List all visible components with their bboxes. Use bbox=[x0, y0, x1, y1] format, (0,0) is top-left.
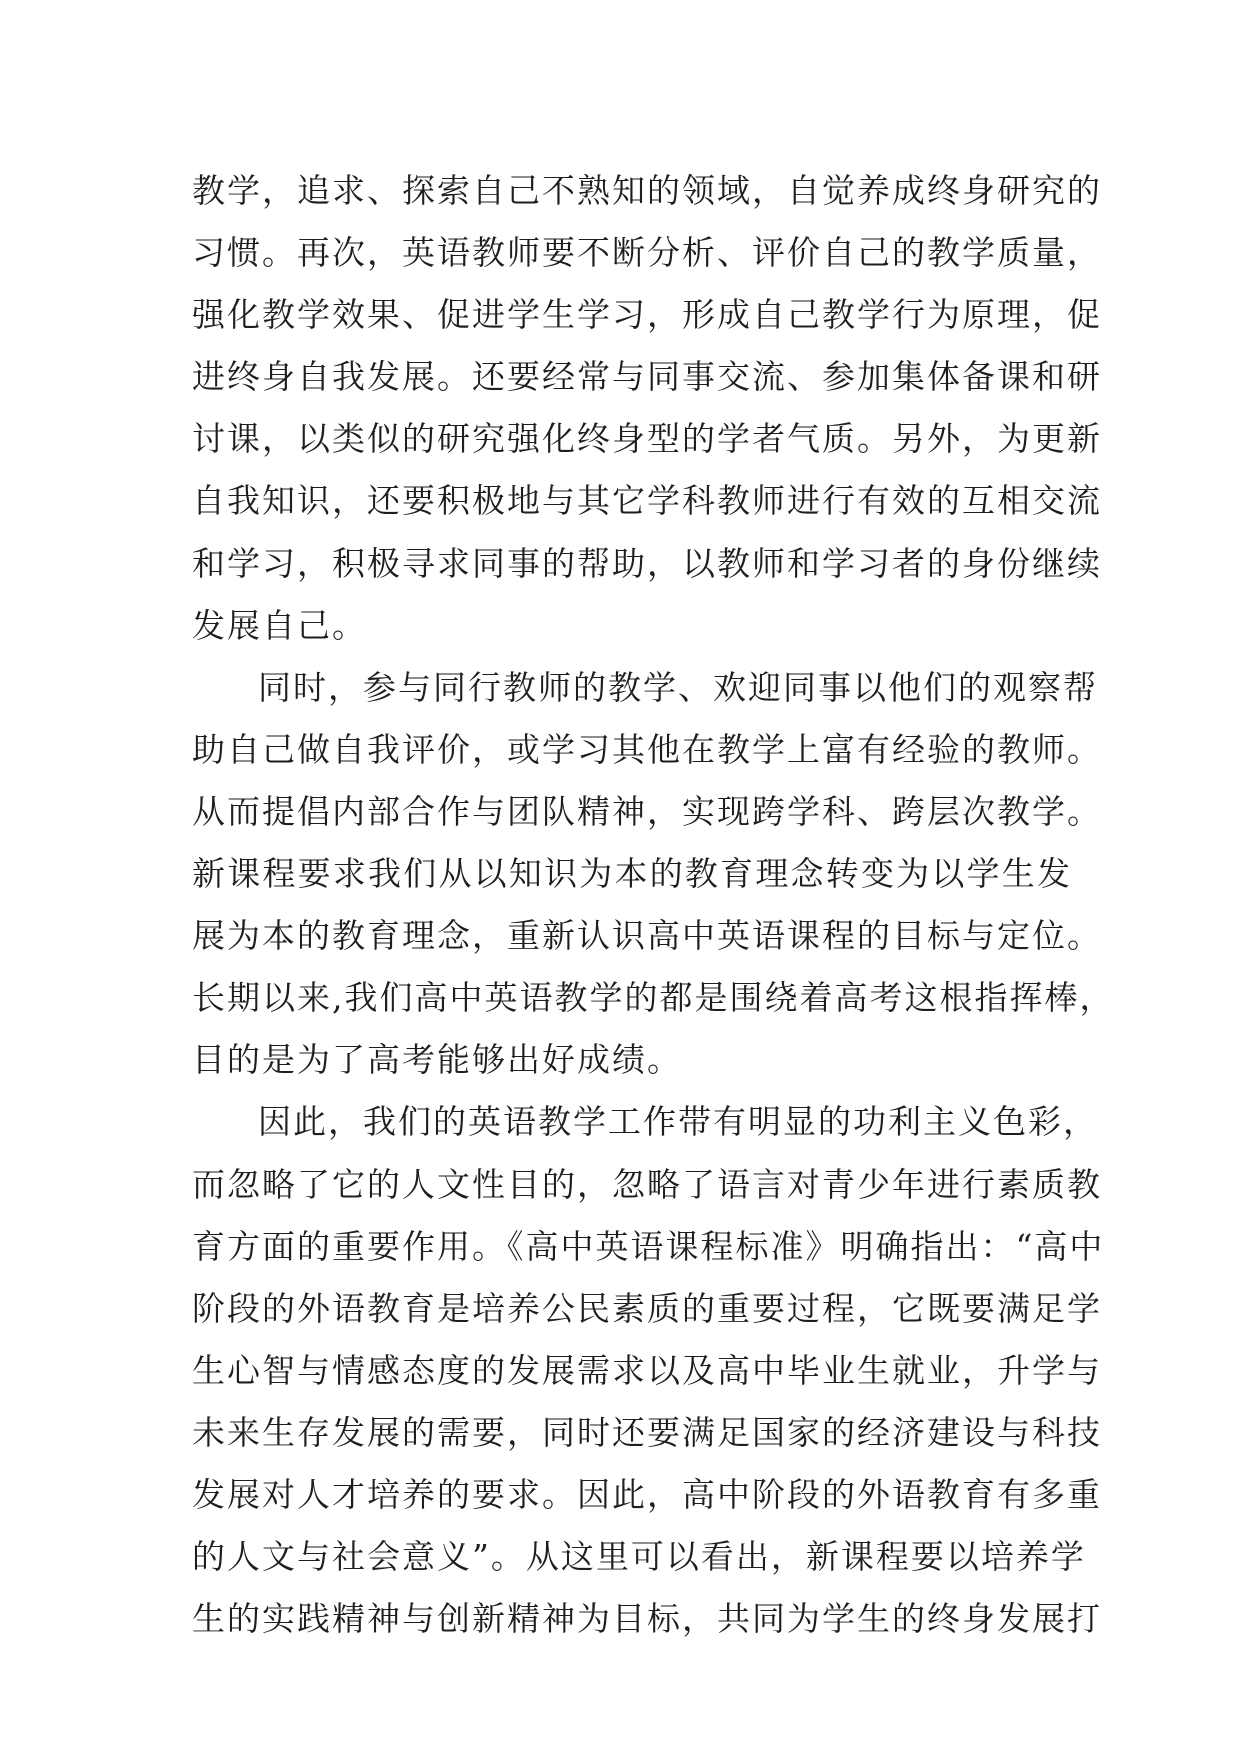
document-body bbox=[192, 160, 1115, 1650]
text-line: 教学，追求、探索自己不熟知的领域，自觉养成终身研究的 bbox=[192, 171, 1102, 210]
text-line: 习惯。再次，英语教师要不断分析、评价自己的教学质量， bbox=[192, 233, 1102, 273]
text-line: 的人文与社会意义”。从这里可以看出，新课程要以培养学 bbox=[192, 1537, 1086, 1577]
text-line: 发展自己。 bbox=[192, 605, 367, 645]
text-line: 新课程要求我们从以知识为本的教育理念转变为以学生发 bbox=[192, 854, 1072, 894]
paragraph-start-line: 因此，我们的英语教学工作带有明显的功利主义色彩， bbox=[258, 1102, 1098, 1142]
text-line: 育方面的重要作用。《高中英语课程标准》明确指出：“高中 bbox=[192, 1226, 1105, 1266]
text-line: 生心智与情感态度的发展需求以及高中毕业生就业，升学与 bbox=[192, 1350, 1102, 1390]
text-line: 进终身自我发展。还要经常与同事交流、参加集体备课和研 bbox=[192, 357, 1102, 397]
text-line: 发展对人才培养的要求。因此，高中阶段的外语教育有多重 bbox=[192, 1474, 1102, 1514]
text-line: 讨课，以类似的研究强化终身型的学者气质。另外，为更新 bbox=[192, 419, 1102, 459]
text-line: 强化教学效果、促进学生学习，形成自己教学行为原理，促 bbox=[192, 295, 1102, 335]
text-line: 从而提倡内部合作与团队精神，实现跨学科、跨层次教学。 bbox=[192, 791, 1102, 831]
text-line: 而忽略了它的人文性目的，忽略了语言对青少年进行素质教 bbox=[192, 1164, 1102, 1204]
text-line: 目的是为了高考能够出好成绩。 bbox=[192, 1040, 682, 1080]
text-line: 生的实践精神与创新精神为目标，共同为学生的终身发展打 bbox=[192, 1599, 1102, 1639]
text-line: 长期以来,我们高中英语教学的都是围绕着高考这根指挥棒， bbox=[192, 978, 1115, 1018]
paragraph-start-line: 同时，参与同行教师的教学、欢迎同事以他们的观察帮 bbox=[258, 667, 1098, 707]
text-line: 和学习，积极寻求同事的帮助，以教师和学习者的身份继续 bbox=[192, 543, 1102, 583]
text-line: 阶段的外语教育是培养公民素质的重要过程，它既要满足学 bbox=[192, 1288, 1102, 1328]
text-line: 自我知识，还要积极地与其它学科教师进行有效的互相交流 bbox=[192, 481, 1102, 521]
text-line: 展为本的教育理念，重新认识高中英语课程的目标与定位。 bbox=[192, 916, 1102, 956]
text-line: 未来生存发展的需要，同时还要满足国家的经济建设与科技 bbox=[192, 1412, 1102, 1452]
text-line: 助自己做自我评价，或学习其他在教学上富有经验的教师。 bbox=[192, 729, 1102, 769]
